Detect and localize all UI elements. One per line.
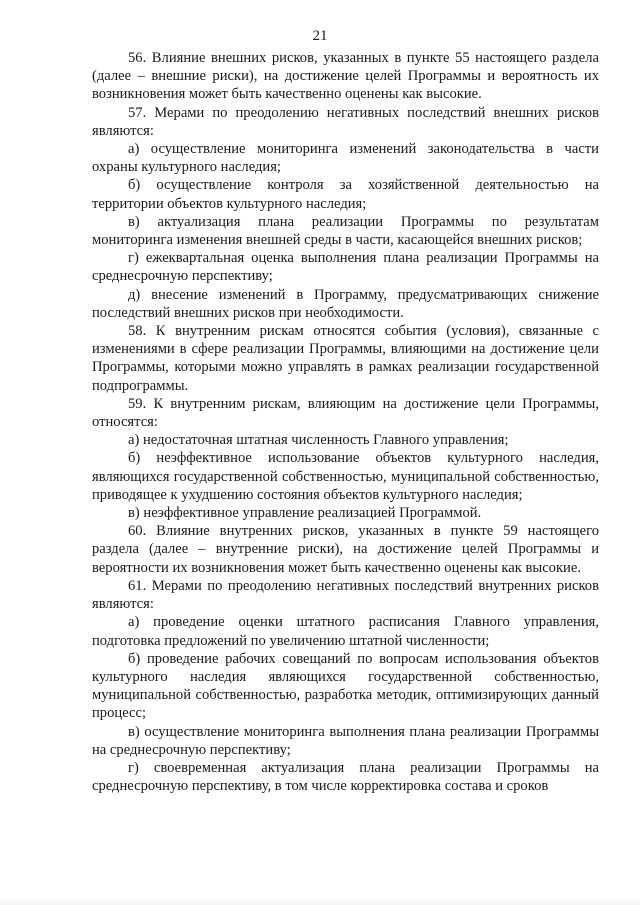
page-number: 21 <box>312 28 328 44</box>
list-item-57b: б) осуществление контроля за хозяйственной деятельностью на территории объектов культурного наследия; <box>92 177 599 212</box>
list-item-61b: б) проведение рабочих совещаний по вопросам использования объектов культурного наследия являющихся государственной собственностью, муниципальной собственностью, разработка методик, оптимизирующих данный процесс; <box>92 650 599 722</box>
document-body <box>92 49 599 795</box>
list-item-57d: г) ежеквартальная оценка выполнения плана реализации Программы на среднесрочную перспективу; <box>92 250 599 285</box>
list-item-59c: в) неэффективное управление реализацией Программой. <box>128 505 482 522</box>
list-item-57c: в) актуализация плана реализации Программы по результатам мониторинга изменения внешней среды в части, касающейся внешних рисков; <box>92 213 599 249</box>
paragraph-59: 59. К внутренним рискам, влияющим на достижение цели Программы, относятся: <box>92 395 599 431</box>
list-item-61d: г) своевременная актуализация плана реализации Программы на среднесрочную перспективу, в том числе корректировка состава и сроков <box>92 759 599 795</box>
list-item-59b: б) неэффективное использование объектов культурного наследия, являющихся государственной собственностью, муниципальной собственностью, приводящее к ухудшению состояния объектов культурного наследия; <box>92 450 599 503</box>
paragraph-60: 60. Влияние внутренних рисков, указанных в пункте 59 настоящего раздела (далее – внутренние риски), на достижение целей Программы и вероятности их возникновения может быть качественно оценены как высокие. <box>92 523 599 576</box>
list-item-61c: в) осуществление мониторинга выполнения плана реализации Программы на среднесрочную перспективу; <box>92 723 599 758</box>
paragraph-58: 58. К внутренним рискам относятся события (условия), связанные с изменениями в сфере реализации Программы, влияющими на достижение цели Программы, которыми можно управлять в рамках реализации государственной подпрограммы. <box>92 323 599 394</box>
list-item-59a: а) недостаточная штатная численность Главного управления; <box>128 432 509 449</box>
paragraph-61: 61. Мерами по преодолению негативных последствий внутренних рисков являются: <box>92 577 599 613</box>
page-bottom-edge <box>0 899 640 905</box>
list-item-57e: д) внесение изменений в Программу, предусматривающих снижение последствий внешних рисков при необходимости. <box>92 286 599 321</box>
paragraph-56: 56. Влияние внешних рисков, указанных в пункте 55 настоящего раздела (далее – внешние риски), на достижение целей Программы и вероятность их возникновения может быть качественно оценены как высокие. <box>92 50 599 103</box>
list-item-61a: а) проведение оценки штатного расписания Главного управления, подготовка предложений по увеличению штатной численности; <box>92 614 599 649</box>
paragraph-57: 57. Мерами по преодолению негативных последствий внешних рисков являются: <box>92 104 599 139</box>
list-item-57a: а) осуществление мониторинга изменений законодательства в части охраны культурного наследия; <box>92 141 599 176</box>
